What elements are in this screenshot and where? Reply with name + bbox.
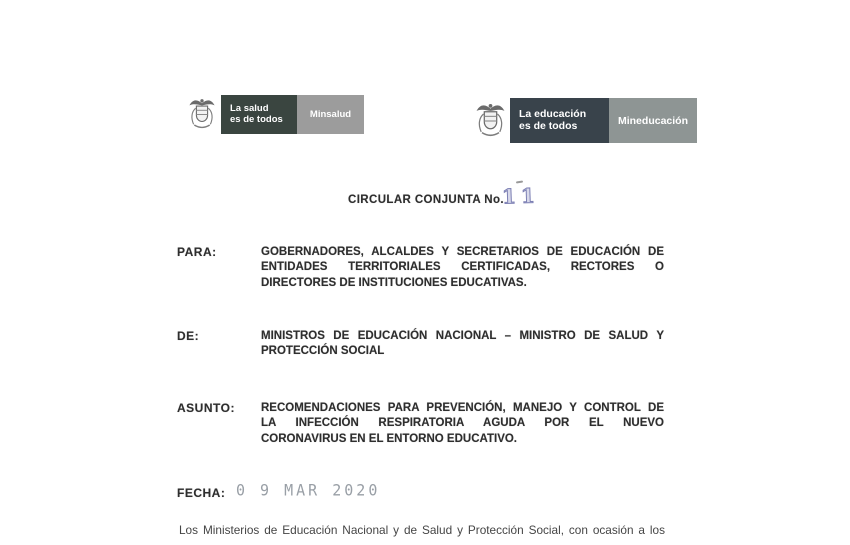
de-content bbox=[261, 329, 664, 360]
para-label: PARA: bbox=[177, 245, 217, 259]
circular-title: CIRCULAR CONJUNTA No. bbox=[348, 194, 504, 206]
colombia-coat-of-arms-icon bbox=[475, 100, 506, 142]
body-paragraph: Los Ministerios de Educación Nacional y de Salud y Protección Social, con ocasión a los bbox=[179, 523, 665, 537]
asunto-label: ASUNTO: bbox=[177, 401, 235, 415]
asunto-field bbox=[177, 401, 665, 447]
de-line: PROTECCIÓN SOCIAL bbox=[261, 345, 385, 358]
mineducacion-logo bbox=[475, 98, 697, 143]
mineducacion-brand-label: Mineducación bbox=[617, 114, 688, 127]
de-field bbox=[177, 329, 665, 360]
minsalud-logo bbox=[188, 95, 364, 134]
mineducacion-tagline-line1: La educación bbox=[519, 108, 587, 120]
para-line: ENTIDADES TERRITORIALES CERTIFICADAS, RECTORES O bbox=[261, 261, 664, 274]
minsalud-brand-box bbox=[297, 95, 364, 134]
para-content bbox=[261, 245, 664, 291]
date-stamp: 0 9 MAR 2020 bbox=[236, 480, 381, 500]
mineducacion-tagline-box bbox=[510, 98, 609, 143]
fecha-label: FECHA: bbox=[177, 486, 226, 500]
minsalud-tagline-box bbox=[221, 95, 297, 134]
circular-number-stamp: 11 bbox=[501, 183, 541, 209]
asunto-line: RECOMENDACIONES PARA PREVENCIÓN, MANEJO Y CONTROL DE bbox=[261, 402, 664, 414]
para-line: DIRECTORES DE INSTITUCIONES EDUCATIVAS. bbox=[261, 276, 527, 289]
minsalud-brand-label: Minsalud bbox=[309, 109, 352, 120]
para-field bbox=[177, 245, 665, 291]
para-line: GOBERNADORES, ALCALDES Y SECRETARIOS DE EDUCACIÓN DE bbox=[261, 246, 664, 258]
minsalud-tagline-line2: es de todos bbox=[230, 113, 283, 125]
asunto-content bbox=[261, 401, 664, 447]
minsalud-tagline-line1: La salud bbox=[230, 103, 269, 114]
de-line: MINISTROS DE EDUCACIÓN NACIONAL – MINISTRO DE SALUD Y bbox=[261, 330, 664, 342]
asunto-line: LA INFECCIÓN RESPIRATORIA AGUDA POR EL NUEVO bbox=[261, 417, 664, 430]
mineducacion-tagline-line2: es de todos bbox=[519, 119, 578, 132]
colombia-coat-of-arms-icon bbox=[188, 96, 216, 133]
mineducacion-brand-box bbox=[609, 98, 697, 143]
asunto-line: CORONAVIRUS EN EL ENTORNO EDUCATIVO. bbox=[261, 432, 518, 445]
de-label: DE: bbox=[177, 329, 200, 343]
